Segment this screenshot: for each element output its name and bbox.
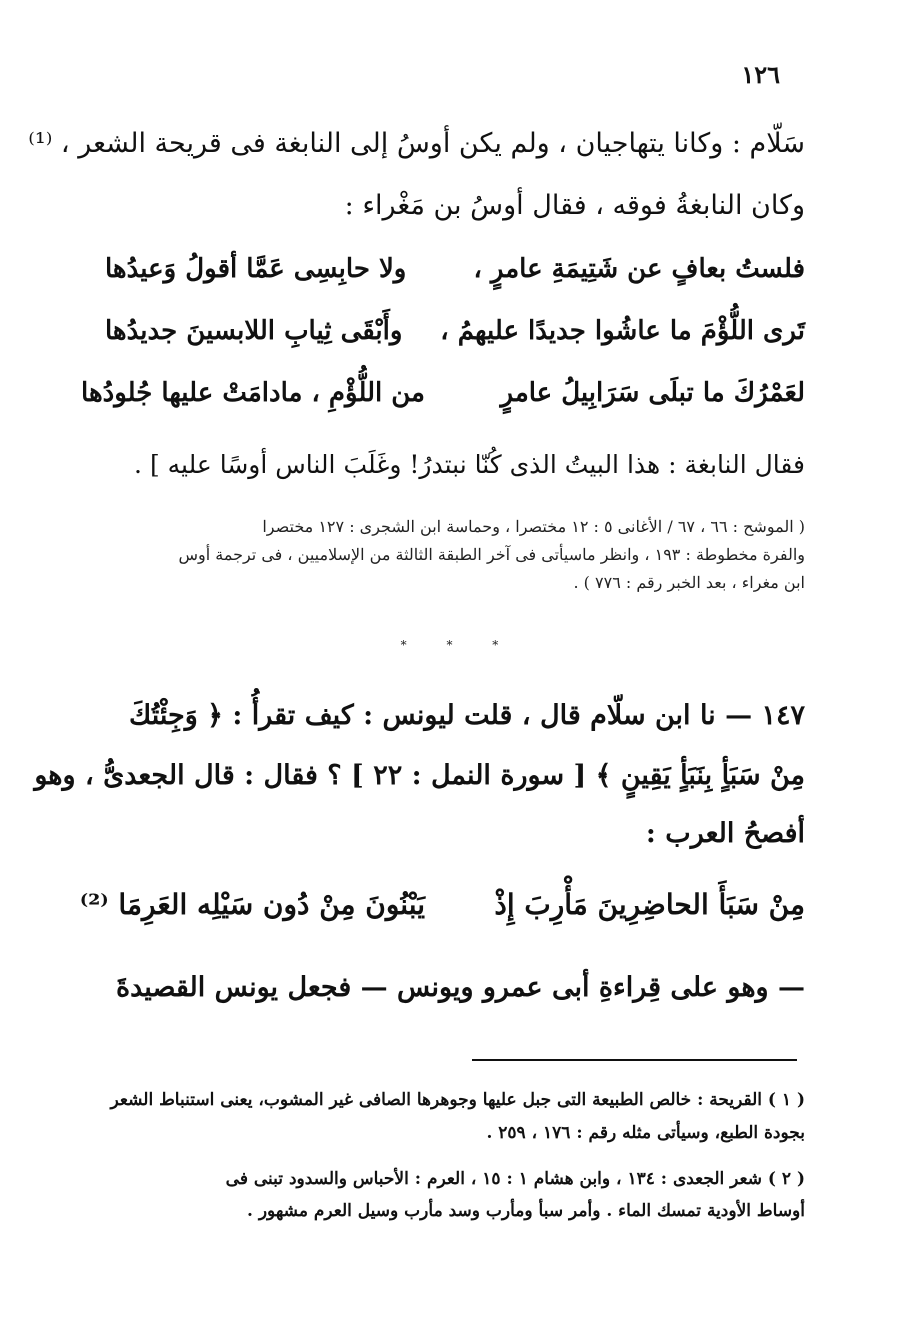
verse-hemistich-second: وأَبْقَى ثِيابِ اللابسينَ جديدُها — [105, 316, 403, 346]
verse-hemistich-second: من اللُّؤْمِ ، مادامَتْ عليها جُلودُها — [81, 378, 425, 408]
verse-line — [81, 378, 805, 430]
section-separator: * * * — [400, 638, 517, 652]
verse-line — [79, 888, 805, 940]
footnote-line: ( ١ ) القريحة : خالص الطبيعة التى جبل عليها وجوهرها الصافى غير المشوب، يعنى استنباط الشعر — [110, 1090, 805, 1110]
footnote-divider — [472, 1059, 797, 1061]
verse-hemistich-first: فلستُ بعافٍ عن شَتِيمَةِ عامرٍ ، — [473, 254, 805, 284]
verse-line — [105, 316, 805, 368]
verse-hemistich-first: لعَمْرُكَ ما تبلَى سَرَابِيلُ عامرٍ — [500, 378, 805, 408]
paragraph-line: ١٤٧ — نا ابن سلّام قال ، قلت ليونس : كيف تقرأُ : ﴿ وَجِئْتُكَ — [128, 700, 805, 731]
footnote-line: بجودة الطبع، وسيأتى مثله رقم : ١٧٦ ، ٢٥٩ . — [486, 1123, 805, 1143]
paragraph-line: سَلّام : وكانا يتهاجيان ، ولم يكن أوسُ إلى النابغة فى قريحة الشعر ، ⁽¹⁾ — [28, 128, 805, 159]
paragraph-line: — وهو على قِراءةِ أبى عمرو ويونس — فجعل يونس القصيدةَ — [115, 972, 805, 1003]
verse-hemistich-first: تَرى اللُّؤْمَ ما عاشُوا جديدًا عليهمُ ، — [440, 316, 805, 346]
footnote-line: ( ٢ ) شعر الجعدى : ١٣٤ ، وابن هشام ١ : ١٥ ، العرم : الأحباس والسدود تبنى فى — [225, 1169, 805, 1189]
footnote-line: أوساط الأودية تمسك الماء . وأمر سبأ ومأرب وسد مأرب وسيل العرم مشهور . — [247, 1201, 805, 1221]
verse-hemistich-second: يَبْنُونَ مِنْ دُون سَيْلِه العَرِمَا ⁽²⁾ — [79, 888, 425, 921]
paragraph-line: أفصحُ العرب : — [645, 818, 805, 849]
verse-hemistich-second: ولا حابِسِى عَمَّا أقولُ وَعيدُها — [105, 254, 407, 284]
verse-line — [105, 254, 805, 306]
reference-line: والفرة مخطوطة : ١٩٣ ، وانظر ماسيأتى فى آخر الطبقة الثالثة من الإسلاميين ، فى ترجمة أوس — [178, 545, 805, 564]
verse-hemistich-first: مِنْ سَبَأَ الحاضِرِينَ مَأْرِبَ إِذْ — [494, 888, 805, 921]
page-number: ١٢٦ — [741, 60, 780, 89]
reference-line: ( الموشح : ٦٦ ، ٦٧ / الأغانى ٥ : ١٢ مختصرا ، وحماسة ابن الشجرى : ١٢٧ مختصرا — [262, 517, 805, 536]
narrative-line: فقال النابغة : هذا البيتُ الذى كُنّا نبتدرُ! وغَلَبَ الناس أوسًا عليه ] . — [134, 450, 805, 479]
paragraph-line: مِنْ سَبَأٍ بِنَبَأٍ يَقِينٍ ﴾ [ سورة النمل : ٢٢ ] ؟ فقال : قال الجعدىُّ ، وهو — [34, 760, 805, 791]
reference-line: ابن مغراء ، بعد الخبر رقم : ٧٧٦ ) . — [573, 573, 805, 592]
paragraph-line: وكان النابغةُ فوقه ، فقال أوسُ بن مَغْراء : — [344, 190, 805, 221]
